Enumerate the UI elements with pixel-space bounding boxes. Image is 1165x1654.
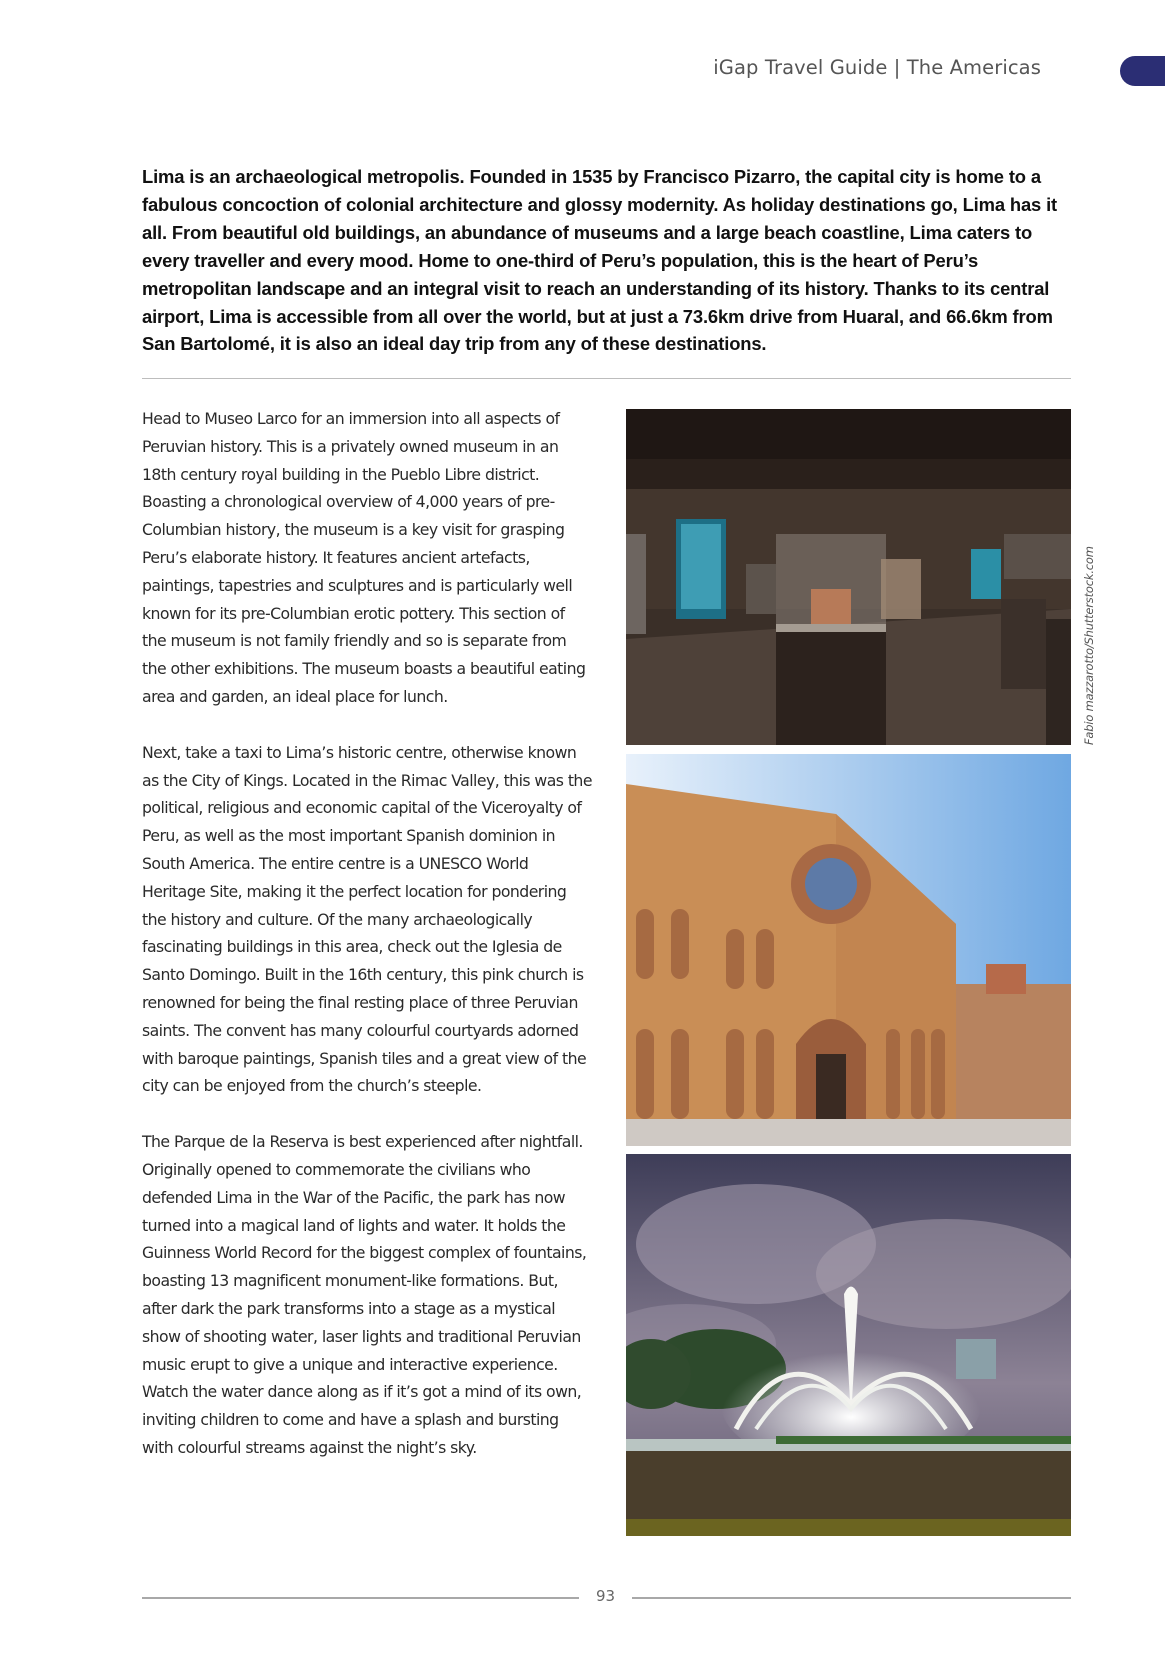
section-divider — [142, 378, 1071, 379]
night-fountain-photo — [626, 1154, 1071, 1536]
running-header: iGap Travel Guide | The Americas — [713, 56, 1041, 79]
footer-rule-right — [632, 1597, 1071, 1599]
page-number: 93 — [595, 1587, 616, 1605]
paragraph-historic-centre: Next, take a taxi to Lima’s historic centre, otherwise known as the City of Kings. Located in the Rimac Valley, this was the political, religious and economic capital of the Viceroyalty of Peru, as well as the most important Spanish dominion in South America. The entire centre is a UNESCO World Heritage Site, making it the perfect location for pondering the history and culture. Of the many archaeologically fascinating buildings in this area, check out the Iglesia de Santo Domingo. Built in the 16th century, this pink church is renowned for being the final resting place of three Peruvian saints. The convent has many colourful courtyards adorned with baroque paintings, Spanish tiles and a great view of the city can be enjoyed from the church’s steeple. — [142, 742, 592, 1096]
paragraph-parque-reserva: The Parque de la Reserva is best experienced after nightfall. Originally opened to commemorate the civilians who defended Lima in the War of the Pacific, the park has now turned into a magical land of lights and water. It holds the Guinness World Record for the biggest complex of fountains, boasting 13 magnificent monument-like formations. But, after dark the park transforms into a stage as a mystical show of shooting water, laser lights and traditional Peruvian music erupt to give a unique and interactive experience. Watch the water dance along as if it’s got a mind of its own, inviting children to come and have a splash and bursting with colourful streams against the night’s sky. — [142, 1132, 587, 1457]
body-text-column — [142, 405, 592, 1490]
photo-credit: Fabio mazzarotto/Shutterstock.com — [1082, 546, 1096, 745]
church-facade-photo — [626, 754, 1071, 1146]
header-tab-marker — [1120, 56, 1165, 86]
footer-rule-left — [142, 1597, 579, 1599]
intro-paragraph: Lima is an archaeological metropolis. Founded in 1535 by Francisco Pizarro, the capital city is home to a fabulous concoction of colonial architecture and glossy modernity. As holiday destinations go, Lima has it all. From beautiful old buildings, an abundance of museums and a large beach coastline, Lima caters to every traveller and every mood. Home to one-third of Peru’s population, this is the heart of Peru’s metropolitan landscape and an integral visit to reach an understanding of its history. Thanks to its central airport, Lima is accessible from all over the world, but at just a 73.6km drive from Huaral, and 66.6km from San Bartolomé, it is also an ideal day trip from any of these destinations. — [142, 166, 1058, 355]
museum-interior-photo — [626, 409, 1071, 745]
paragraph-museo-larco: Head to Museo Larco for an immersion into all aspects of Peruvian history. This is a privately owned museum in an 18th century royal building in the Pueblo Libre district. Boasting a chronological overview of 4,000 years of pre-Columbian history, the museum is a key visit for grasping Peru’s elaborate history. It features ancient artefacts, paintings, tapestries and sculptures and is particularly well known for its pre-Columbian erotic pottery. This section of the museum is not family friendly and so is separate from the other exhibitions. The museum boasts a beautiful eating area and garden, an ideal place for lunch. — [142, 409, 586, 706]
